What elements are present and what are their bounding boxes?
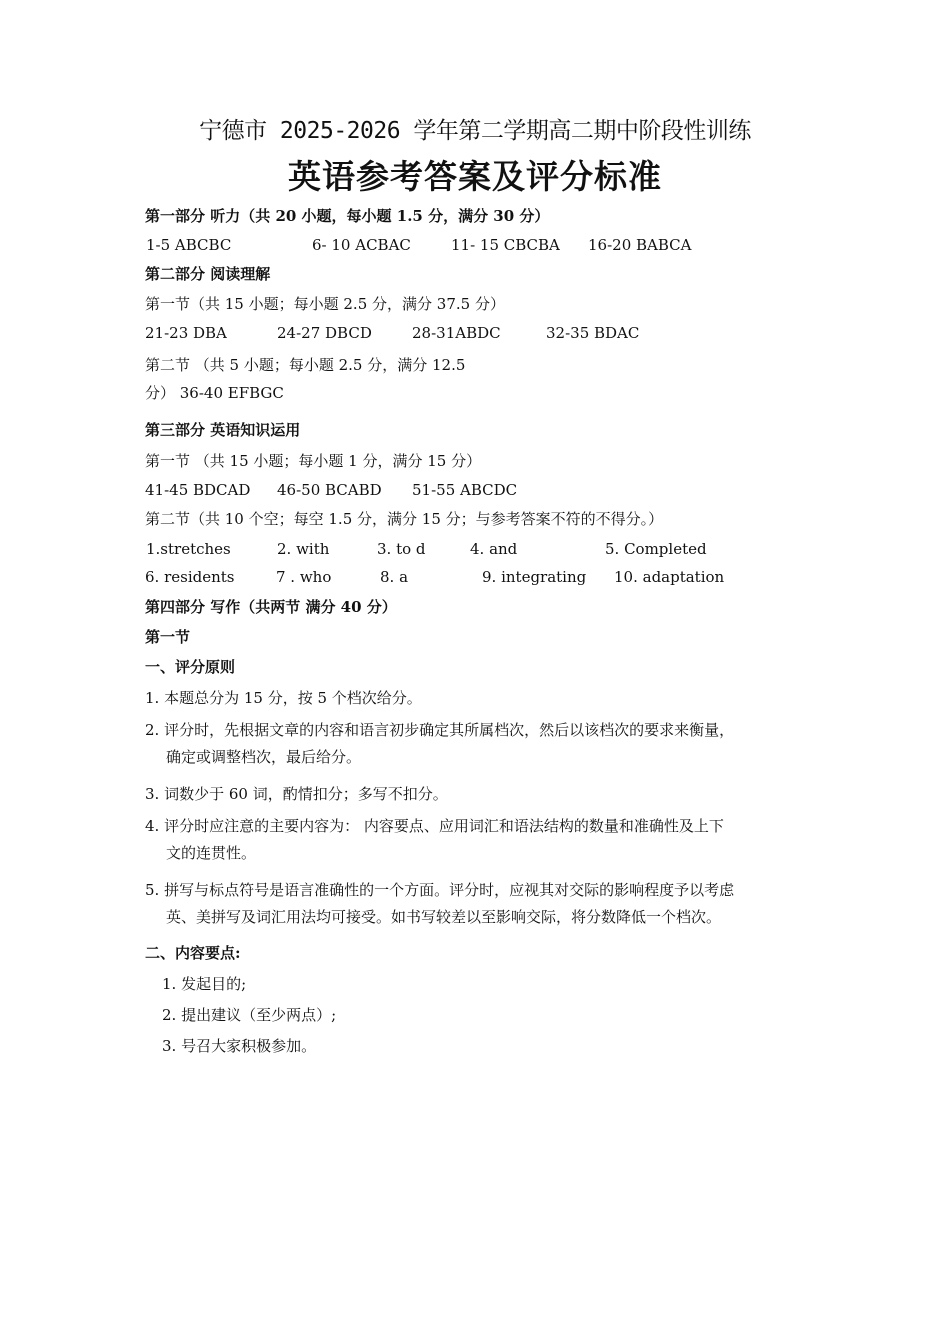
blank-answer: 10. adaptation (614, 568, 725, 586)
document-subtitle: 英语参考答案及评分标准 (288, 157, 662, 196)
part2-section2-answers: 分） 36-40 EFBGC (145, 384, 284, 402)
principle-item: 1. 本题总分为 15 分，按 5 个档次给分。 (145, 689, 422, 707)
blank-answer: 3. to d (377, 540, 426, 558)
blank-answer: 5. Completed (605, 540, 707, 558)
part3-answer: 41-45 BDCAD (145, 481, 251, 499)
content-point: 1. 发起目的; (162, 975, 247, 993)
principle-item: 3. 词数少于 60 词，酌情扣分；多写不扣分。 (145, 785, 448, 803)
principles-heading: 一、评分原则 (145, 658, 236, 676)
part1-answer: 11- 15 CBCBA (451, 236, 560, 254)
principle-item: 5. 拼写与标点符号是语言准确性的一个方面。评分时，应视其对交际的影响程度予以考虑 (145, 881, 735, 899)
part2-answer: 32-35 BDAC (546, 324, 640, 342)
blank-answer: 2. with (277, 540, 330, 558)
principle-item: 4. 评分时应注意的主要内容为： 内容要点、应用词汇和语法结构的数量和准确性及上下 (145, 817, 724, 835)
part3-answer: 46-50 BCABD (277, 481, 382, 499)
part1-answer: 1-5 ABCBC (146, 236, 232, 254)
part4-section1: 第一节 (145, 628, 191, 646)
principle-item: 2. 评分时，先根据文章的内容和语言初步确定其所属档次，然后以该档次的要求来衡量， (145, 721, 735, 739)
blank-answer: 1.stretches (146, 540, 231, 558)
part2-heading: 第二部分 阅读理解 (145, 265, 271, 283)
part3-section2: 第二节（共 10 个空；每空 1.5 分，满分 15 分；与参考答案不符的不得分。） (145, 510, 664, 528)
part2-section2: 第二节 （共 5 小题；每小题 2.5 分，满分 12.5 (145, 356, 466, 374)
principle-item-continued: 文的连贯性。 (166, 844, 257, 862)
part2-section1: 第一节（共 15 小题；每小题 2.5 分，满分 37.5 分） (145, 295, 505, 313)
principle-item-continued: 英、美拼写及词汇用法均可接受。如书写较差以至影响交际，将分数降低一个档次。 (166, 908, 722, 926)
part3-heading: 第三部分 英语知识运用 (145, 421, 301, 439)
blank-answer: 4. and (470, 540, 518, 558)
part3-section1: 第一节 （共 15 小题；每小题 1 分，满分 15 分） (145, 452, 482, 470)
part1-heading: 第一部分 听力（共 20 小题，每小题 1.5 分，满分 30 分） (145, 207, 550, 225)
blank-answer: 8. a (380, 568, 409, 586)
principle-item-continued: 确定或调整档次，最后给分。 (166, 748, 362, 766)
content-point: 2. 提出建议（至少两点）; (162, 1006, 337, 1024)
part1-answer: 16-20 BABCA (588, 236, 692, 254)
content-point: 3. 号召大家积极参加。 (162, 1037, 317, 1055)
part3-answer: 51-55 ABCDC (412, 481, 518, 499)
blank-answer: 9. integrating (482, 568, 587, 586)
part2-answer: 24-27 DBCD (277, 324, 372, 342)
part2-answer: 28-31ABDC (412, 324, 501, 342)
document-title: 宁德市 2025-2026 学年第二学期高二期中阶段性训练 (199, 118, 751, 144)
part1-answer: 6- 10 ACBAC (312, 236, 411, 254)
part4-heading: 第四部分 写作（共两节 满分 40 分） (145, 598, 397, 616)
part2-answer: 21-23 DBA (145, 324, 227, 342)
blank-answer: 6. residents (145, 568, 235, 586)
content-points-heading: 二、内容要点: (145, 944, 241, 962)
blank-answer: 7 . who (276, 568, 332, 586)
